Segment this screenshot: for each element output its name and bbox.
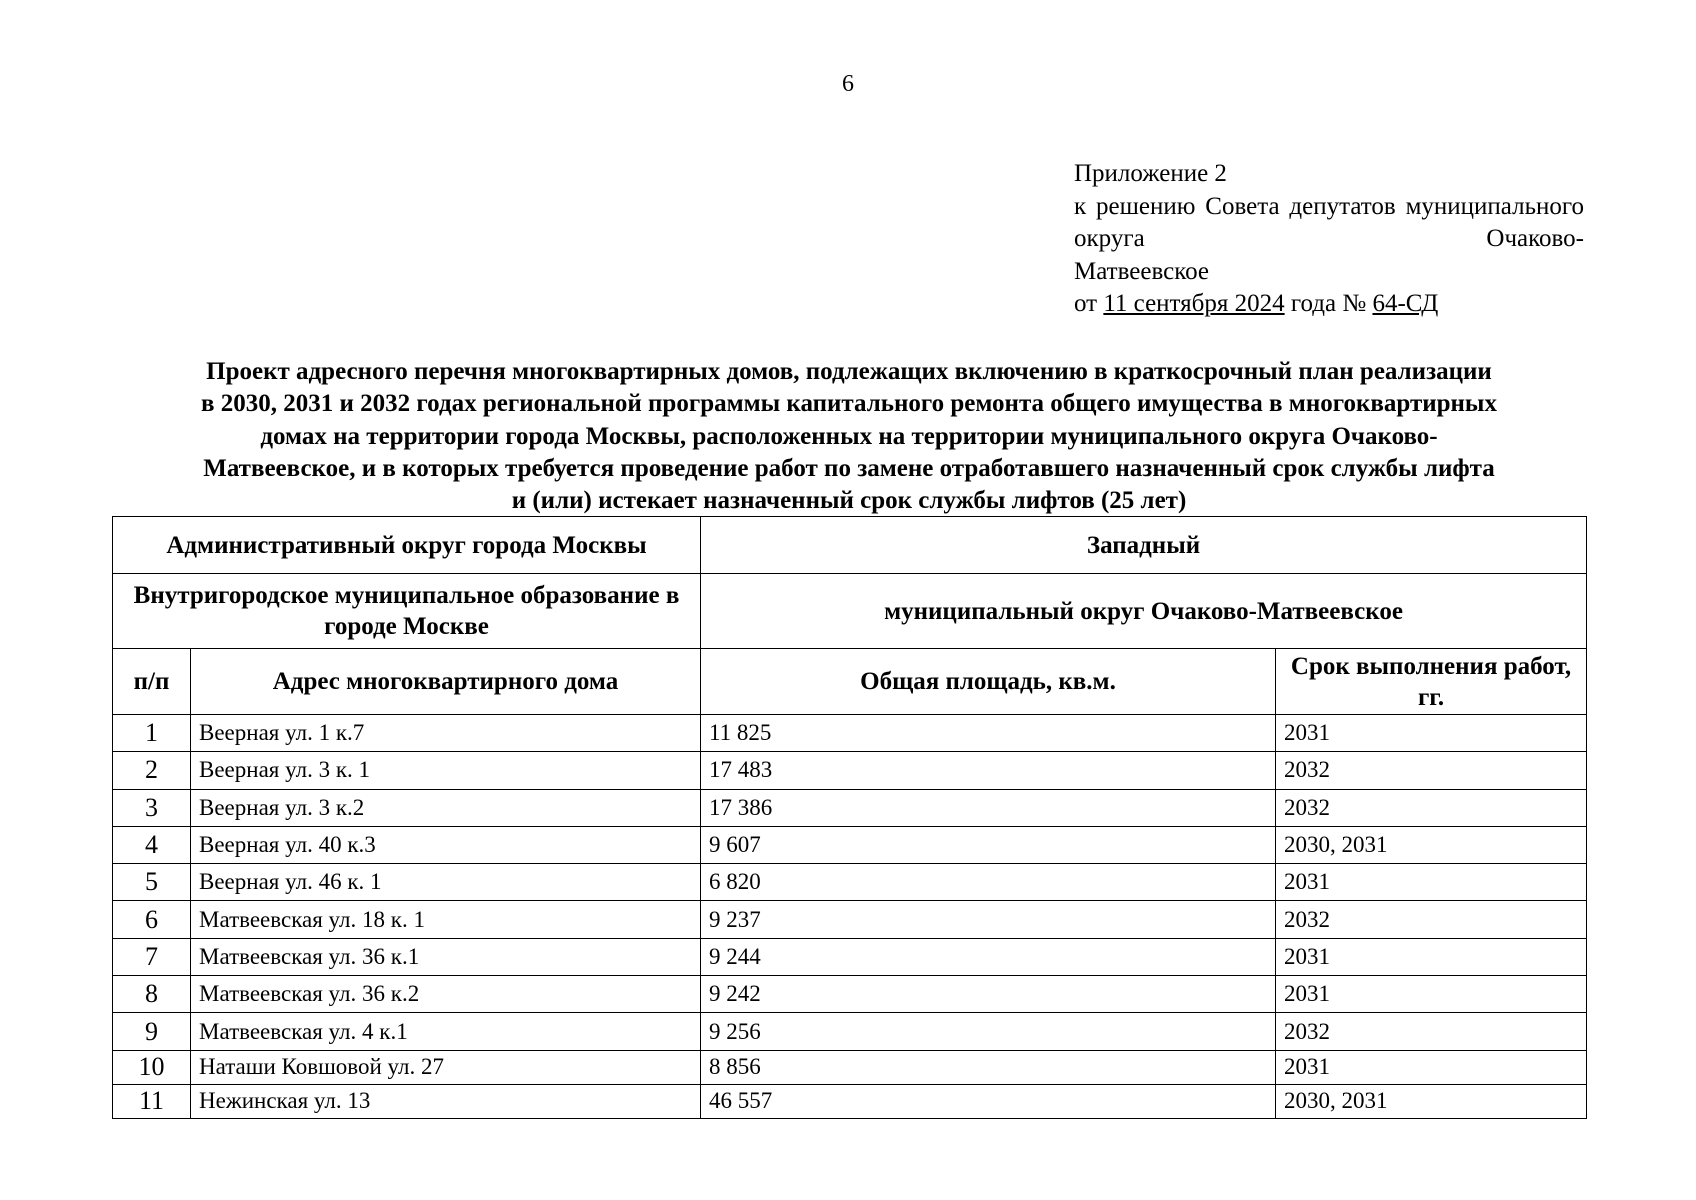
row-area: 9 244 xyxy=(701,938,1276,975)
row-address: Матвеевская ул. 4 к.1 xyxy=(191,1013,701,1050)
col-header-term: Срок выполнения работ, гг. xyxy=(1276,649,1587,715)
table-row xyxy=(113,789,1587,826)
admin-district-label: Административный округ города Москвы xyxy=(113,517,701,574)
row-address: Наташи Ковшовой ул. 27 xyxy=(191,1050,701,1084)
row-term: 2032 xyxy=(1276,1013,1587,1050)
title-line: Проект адресного перечня многоквартирных домов, подлежащих включению в краткосрочный план реализации xyxy=(206,358,1492,385)
table-row xyxy=(113,901,1587,938)
date-mid: года № xyxy=(1284,290,1373,317)
row-address: Веерная ул. 46 к. 1 xyxy=(191,864,701,901)
row-address: Веерная ул. 3 к. 1 xyxy=(191,752,701,789)
row-number: 7 xyxy=(113,938,191,975)
appendix-decision-text: к решению Совета депутатов муниципального округа Очаково- xyxy=(1074,192,1584,252)
table-row xyxy=(113,1050,1587,1084)
row-term: 2031 xyxy=(1276,976,1587,1013)
table-row xyxy=(113,1084,1587,1118)
table-row xyxy=(113,938,1587,975)
row-term: 2031 xyxy=(1276,864,1587,901)
column-header-row xyxy=(113,649,1587,715)
row-term: 2031 xyxy=(1276,938,1587,975)
row-number: 3 xyxy=(113,789,191,826)
table-row xyxy=(113,826,1587,863)
document-title xyxy=(112,356,1586,517)
table-row xyxy=(113,864,1587,901)
row-number: 11 xyxy=(113,1084,191,1118)
row-term: 2030, 2031 xyxy=(1276,826,1587,863)
row-address: Матвеевская ул. 18 к. 1 xyxy=(191,901,701,938)
row-term: 2031 xyxy=(1276,715,1587,752)
row-address: Матвеевская ул. 36 к.1 xyxy=(191,938,701,975)
table-row xyxy=(113,752,1587,789)
title-line: домах на территории города Москвы, расположенных на территории муниципального округа Очаково- xyxy=(260,422,1438,450)
municipal-value: муниципальный округ Очаково-Матвеевское xyxy=(701,574,1587,649)
row-area: 17 386 xyxy=(701,789,1276,826)
row-number: 8 xyxy=(113,976,191,1013)
municipal-label: Внутригородское муниципальное образование в городе Москве xyxy=(113,574,701,649)
row-number: 5 xyxy=(113,864,191,901)
row-area: 8 856 xyxy=(701,1050,1276,1084)
row-number: 4 xyxy=(113,826,191,863)
table-row xyxy=(113,715,1587,752)
row-area: 11 825 xyxy=(701,715,1276,752)
page-number: 6 xyxy=(842,71,854,97)
row-area: 9 256 xyxy=(701,1013,1276,1050)
row-term: 2032 xyxy=(1276,789,1587,826)
row-number: 2 xyxy=(113,752,191,789)
row-area: 6 820 xyxy=(701,864,1276,901)
decision-date: 11 сентября 2024 xyxy=(1103,290,1285,317)
address-table xyxy=(112,516,1587,1119)
row-address: Веерная ул. 1 к.7 xyxy=(191,715,701,752)
title-line: в 2030, 2031 и 2032 годах региональной программы капитального ремонта общего имущества в многоквартирных xyxy=(201,390,1497,418)
row-term: 2030, 2031 xyxy=(1276,1084,1587,1118)
row-address: Матвеевская ул. 36 к.2 xyxy=(191,976,701,1013)
row-area: 9 242 xyxy=(701,976,1276,1013)
row-number: 10 xyxy=(113,1050,191,1084)
row-area: 46 557 xyxy=(701,1084,1276,1118)
row-number: 9 xyxy=(113,1013,191,1050)
decision-number: 64-СД xyxy=(1372,290,1439,317)
appendix-title: Приложение 2 xyxy=(1074,160,1227,187)
row-address: Веерная ул. 40 к.3 xyxy=(191,826,701,863)
row-area: 17 483 xyxy=(701,752,1276,789)
row-number: 6 xyxy=(113,901,191,938)
admin-district-row xyxy=(113,517,1587,574)
col-header-number: п/п xyxy=(113,649,191,715)
appendix-date-line xyxy=(1074,288,1584,321)
table-row xyxy=(113,976,1587,1013)
row-area: 9 607 xyxy=(701,826,1276,863)
title-line: и (или) истекает назначенный срок службы лифтов (25 лет) xyxy=(511,487,1187,515)
date-prefix: от xyxy=(1074,290,1104,317)
col-header-area: Общая площадь, кв.м. xyxy=(701,649,1276,715)
appendix-block xyxy=(1074,158,1584,321)
appendix-district-name: Матвеевское xyxy=(1074,257,1209,285)
col-header-address: Адрес многоквартирного дома xyxy=(191,649,701,715)
row-address: Нежинская ул. 13 xyxy=(191,1084,701,1118)
row-term: 2031 xyxy=(1276,1050,1587,1084)
row-term: 2032 xyxy=(1276,752,1587,789)
row-address: Веерная ул. 3 к.2 xyxy=(191,789,701,826)
title-line: Матвеевское, и в которых требуется проведение работ по замене отработавшего назначенный срок службы лифта xyxy=(203,454,1495,482)
table-row xyxy=(113,1013,1587,1050)
row-area: 9 237 xyxy=(701,901,1276,938)
row-number: 1 xyxy=(113,715,191,752)
admin-district-value: Западный xyxy=(701,517,1587,574)
municipal-row xyxy=(113,574,1587,649)
row-term: 2032 xyxy=(1276,901,1587,938)
